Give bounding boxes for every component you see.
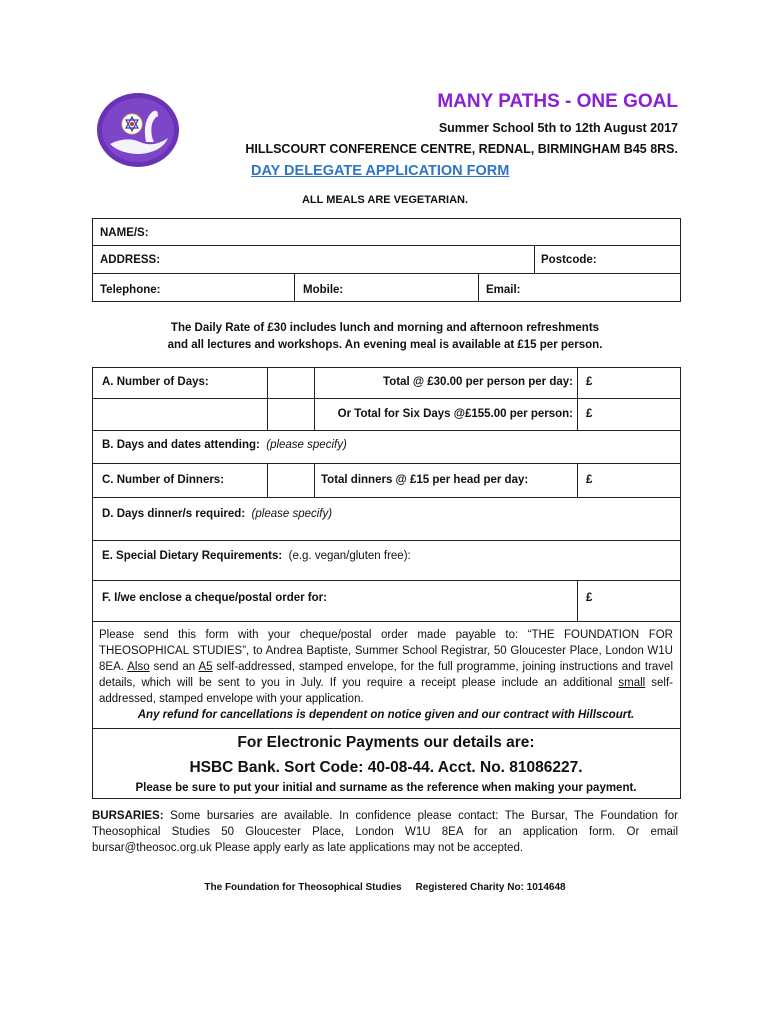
dinners-total-amount[interactable] [586, 474, 676, 486]
bursaries-paragraph [92, 808, 678, 856]
daily-rate-note [0, 320, 770, 354]
pound-sign: £ [586, 592, 593, 604]
footer-charity: Registered Charity No: 1014648 [415, 882, 566, 893]
six-days-amount[interactable] [586, 408, 676, 420]
rate-line-1: The Daily Rate of £30 includes lunch and morning and afternoon refreshments [170, 322, 600, 334]
dietary-hint: (e.g. vegan/gluten free): [288, 550, 411, 562]
footer [0, 882, 770, 893]
instructions-small: small [618, 677, 646, 689]
telephone-label: Telephone: [100, 284, 161, 296]
postcode-label: Postcode: [541, 254, 597, 266]
address-label: ADDRESS: [100, 254, 161, 266]
dinners-total-label: Total dinners @ £15 per head per day: [321, 474, 529, 486]
name-field[interactable] [100, 227, 670, 239]
refund-note: Any refund for cancellations is dependent on notice given and our contract with Hillscourt. [137, 709, 635, 721]
event-venue: HILLSCOURT CONFERENCE CENTRE, REDNAL, BIRMINGHAM B45 8RS. [245, 142, 678, 156]
postcode-field[interactable] [541, 254, 671, 266]
dinner-days-label: D. Days dinner/s required: [102, 508, 246, 520]
pound-sign: £ [586, 376, 593, 388]
name-label: NAME/S: [100, 227, 149, 239]
form-title: DAY DELEGATE APPLICATION FORM [251, 163, 510, 179]
dinner-days-field[interactable] [102, 508, 672, 520]
payment-heading: For Electronic Payments our details are: [237, 734, 535, 751]
six-days-label: Or Total for Six Days @£155.00 per person: [337, 408, 573, 420]
dietary-label: E. Special Dietary Requirements: [102, 550, 283, 562]
pound-sign: £ [586, 474, 593, 486]
days-attending-field[interactable] [102, 439, 672, 451]
meals-note: ALL MEALS ARE VEGETARIAN. [301, 194, 469, 206]
society-logo [96, 92, 180, 168]
contact-table [92, 218, 681, 302]
days-count-label: A. Number of Days: [102, 376, 209, 388]
days-total-label: Total @ £30.00 per person per day: [383, 376, 573, 388]
bank-details: HSBC Bank. Sort Code: 40-08-44. Acct. No. 81086227. [189, 759, 583, 776]
mobile-label: Mobile: [303, 284, 344, 296]
event-dates: Summer School 5th to 12th August 2017 [438, 121, 678, 135]
payment-reference-note: Please be sure to put your initial and surname as the reference when making your payment. [135, 782, 637, 794]
dinners-count-label: C. Number of Dinners: [102, 474, 225, 486]
please-specify-hint: (please specify) [251, 508, 333, 520]
cheque-label: F. I/we enclose a cheque/postal order for: [102, 592, 327, 604]
footer-org: The Foundation for Theosophical Studies [204, 882, 402, 893]
dinners-count-input[interactable] [268, 464, 314, 497]
bursaries-text: Some bursaries are available. In confidence please contact: The Bursar, The Foundation for Theosophical Studies 50 Gloucester Place, London W1U 8EA for an application form. Or email bursar@theosoc.org.uk Please apply early as late applications may not be accepted. [92, 810, 678, 854]
cheque-amount[interactable] [586, 592, 676, 604]
page-title: MANY PATHS - ONE GOAL [437, 91, 678, 112]
days-attending-label: B. Days and dates attending: [102, 439, 260, 451]
dietary-field[interactable] [102, 550, 672, 562]
days-count-input[interactable] [268, 369, 314, 398]
bursaries-label: BURSARIES: [92, 810, 164, 822]
please-specify-hint: (please specify) [266, 439, 347, 451]
mobile-field[interactable] [303, 284, 473, 296]
telephone-field[interactable] [100, 284, 290, 296]
instructions-text: Please send this form with your cheque/postal order made payable to: “THE FOUNDATION FOR THEOSOPHICAL STUDIES”, to Andrea Baptiste, Summer School Registrar, 50 Gloucester Place, London W1U 8EA. [99, 629, 673, 673]
instructions-text: self-addressed, stamped envelope with your application. [99, 677, 673, 705]
instructions-a5: A5 [198, 661, 213, 673]
email-field[interactable] [486, 284, 676, 296]
email-label: Email: [486, 284, 521, 296]
address-field[interactable] [100, 254, 520, 266]
days-total-amount[interactable] [586, 376, 676, 388]
rate-line-2: and all lectures and workshops. An evening meal is available at £15 per person. [167, 339, 603, 351]
instructions-paragraph [99, 627, 673, 707]
instructions-text: send an [149, 661, 199, 673]
pound-sign: £ [586, 408, 593, 420]
instructions-also: Also [127, 661, 150, 673]
instructions-text: self-addressed, stamped envelope, for the full programme, joining instructions and travel details, which will be sent to you in July. If you require a receipt please include an additional [99, 661, 673, 689]
